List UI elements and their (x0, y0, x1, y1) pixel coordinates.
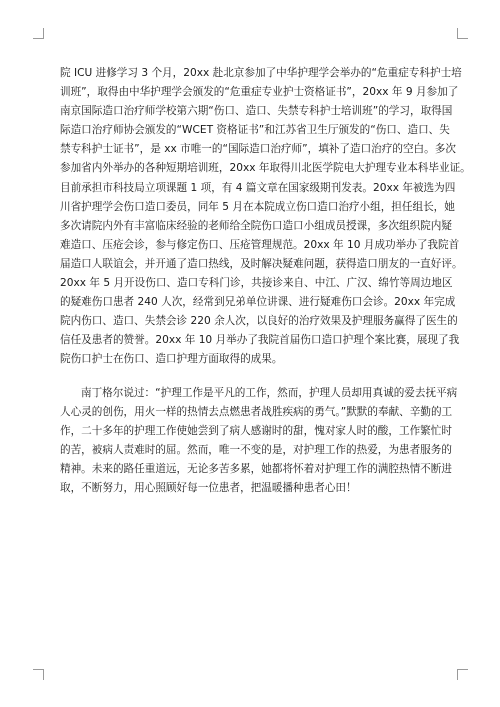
paragraph-2 (60, 384, 458, 499)
text-line: 院 ICU 进修学习 3 个月，20xx 赴北京参加了中华护理学会举办的“危重症专科护士培 (60, 67, 462, 79)
text-line: 的疑难伤口患者 240 人次，经常到兄弟单位讲课、进行疑难伤口会诊。20xx 年完成 (60, 296, 456, 309)
text-line: 院内伤口、造口、失禁会诊 220 余人次，以良好的治疗效果及护理服务赢得了医生的 (60, 315, 458, 328)
text-line: 20xx 年 5 月开设伤口、造口专科门诊，共接诊来自、中江、广汉、绵竹等周边地区 (60, 277, 453, 290)
text-line: 信任及患者的赞誉。20xx 年 10 月举办了我院首届伤口造口护理个案比赛，展现了我 (60, 334, 460, 347)
paragraph-1 (60, 64, 471, 370)
text-line: 届造口人联谊会，并开通了造口热线，及时解决疑难问题，获得造口朋友的一直好评。 (60, 257, 463, 270)
text-line: 多次请院内外有丰富临床经验的老师给全院伤口造口小组成员授课，多次组织院内疑 (60, 219, 452, 232)
text-line: 参加省内外举办的各种短期培训班，20xx 年取得川北医学院电大护理专业本科毕业证。 (60, 162, 471, 175)
crop-mark-top-right (457, 28, 468, 39)
text-line: 川省护理学会伤口造口委员，同年 5 月在本院成立伤口造口治疗小组，担任组长，她 (60, 200, 455, 213)
paragraph-spacer (60, 370, 444, 384)
text-line: 训班”，取得由中华护理学会颁发的“危重症专业护士资格证书”，20xx 年 9 月参加了 (60, 86, 459, 99)
text-line: 南丁格尔说过：“护理工作是平凡的工作，然而，护理人员却用真诚的爱去抚平病 (81, 386, 458, 399)
text-line: 际造口治疗师协会颁发的“WCET 资格证书”和江苏省卫生厅颁发的“伤口、造口、失 (60, 124, 450, 137)
text-line: 目前承担市科技局立项课题 1 项，有 4 篇文章在国家级期刊发表。20xx 年被选为四 (60, 181, 456, 194)
text-line: 取，不断努力，用心照顾好每一位患者，把温暖播种患者心田！ (60, 481, 357, 494)
text-line: 南京国际造口治疗师学校第六期“伤口、造口、失禁专科护士培训班”的学习，取得国 (60, 105, 453, 118)
text-line: 禁专科护士证书”，是 xx 市唯一的“国际造口治疗师”，填补了造口治疗的空白。多次 (60, 143, 456, 156)
text-line: 作，二十多年的护理工作使她尝到了病人感谢时的甜，愧对家人时的酸，工作繁忙时 (60, 424, 452, 437)
crop-mark-bottom-left (33, 669, 44, 680)
text-line: 人心灵的创伤，用火一样的热情去点燃患者战胜疾病的勇气。”默默的奉献、辛勤的工 (60, 405, 453, 418)
text-line: 难造口、压疮会诊，参与修定伤口、压疮管理规范。20xx 年 10 月成功举办了我院首 (60, 238, 460, 251)
crop-mark-bottom-right (457, 669, 468, 680)
text-line: 精神。未来的路任重道远，无论多苦多累，她都将怀着对护理工作的满腔热情不断进 (60, 462, 452, 475)
text-line: 院伤口护士在伤口、造口护理方面取得的成果。 (60, 353, 283, 366)
text-line: 的苦，被病人责难时的屈。然而，唯一不变的是，对护理工作的热爱，为患者服务的 (60, 443, 452, 456)
document-body (60, 64, 471, 498)
crop-mark-top-left (33, 28, 44, 39)
